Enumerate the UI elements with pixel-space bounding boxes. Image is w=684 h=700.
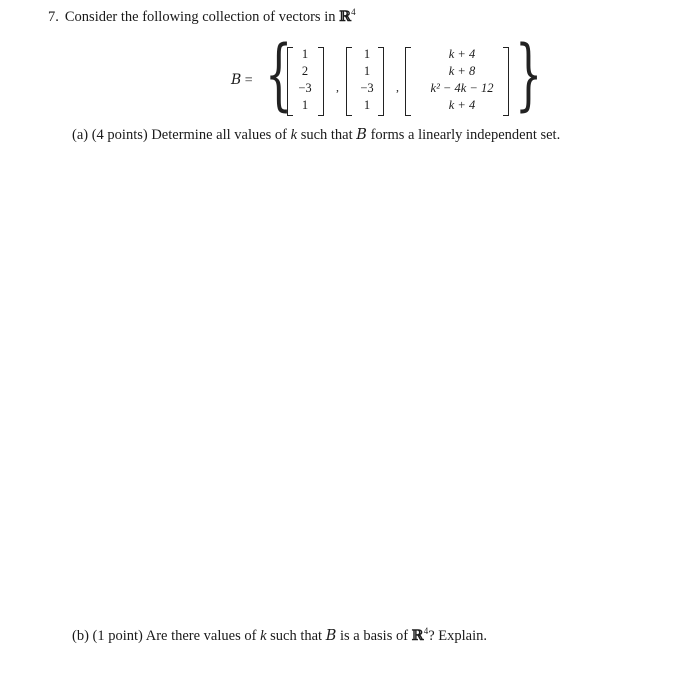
vector-3-entry: k² − 4k − 12 <box>430 81 494 95</box>
vector-2-entry: −3 <box>360 81 374 95</box>
vector-2 <box>357 46 377 114</box>
part-a-text: such that <box>297 127 357 143</box>
set-symbol: B <box>356 127 367 143</box>
set-definition-label <box>231 72 253 89</box>
vector-1-entry: 2 <box>301 64 309 78</box>
vector-2-entry: 1 <box>363 98 371 112</box>
vector-3 <box>415 46 509 114</box>
real-space-exponent: 4 <box>423 626 429 636</box>
vector-2-entry: 1 <box>363 64 371 78</box>
question-number: 7. <box>48 9 59 25</box>
question-title <box>48 8 356 26</box>
real-space-symbol: ℝ <box>411 627 424 644</box>
part-b-text: is a basis of <box>336 628 412 644</box>
vector-1-entry: −3 <box>298 81 312 95</box>
part-a-question <box>72 127 560 144</box>
part-a-points: (4 points) <box>91 127 148 143</box>
vector-1 <box>295 46 315 114</box>
part-a-text: forms a linearly independent set. <box>366 127 561 143</box>
real-space-symbol: ℝ <box>339 8 352 25</box>
vector-3-right-bracket <box>503 47 509 116</box>
vector-separator: , <box>336 80 339 94</box>
part-b-points: (1 point) <box>92 628 143 644</box>
right-brace: } <box>515 30 543 120</box>
real-space-exponent: 4 <box>351 7 356 17</box>
vector-2-left-bracket <box>346 47 352 116</box>
part-b-question <box>72 627 487 645</box>
variable-k: k <box>290 127 298 143</box>
equals-sign: = <box>244 73 253 88</box>
part-b-text: ? Explain. <box>428 628 488 644</box>
part-b-text: such that <box>266 628 326 644</box>
vector-3-entry: k + 4 <box>448 47 476 61</box>
vector-1-left-bracket <box>287 47 293 116</box>
part-a-label: (a) <box>72 127 89 143</box>
vector-1-entry: 1 <box>301 98 309 112</box>
part-b-label: (b) <box>72 628 89 644</box>
left-brace: { <box>265 30 293 120</box>
vector-separator: , <box>396 80 399 94</box>
vector-2-entry: 1 <box>363 47 371 61</box>
vector-3-left-bracket <box>405 47 411 116</box>
vector-3-entry: k + 8 <box>448 64 476 78</box>
question-intro: Consider the following collection of vectors in <box>64 9 340 25</box>
vector-2-right-bracket <box>378 47 384 116</box>
part-a-text: Determine all values of <box>151 127 291 143</box>
part-b-text: Are there values of <box>145 628 261 644</box>
set-symbol: B <box>231 72 242 88</box>
vector-1-entry: 1 <box>301 47 309 61</box>
set-symbol: B <box>325 628 337 644</box>
variable-k: k <box>260 628 267 644</box>
vector-1-right-bracket <box>318 47 324 116</box>
vector-3-entry: k + 4 <box>448 98 476 112</box>
